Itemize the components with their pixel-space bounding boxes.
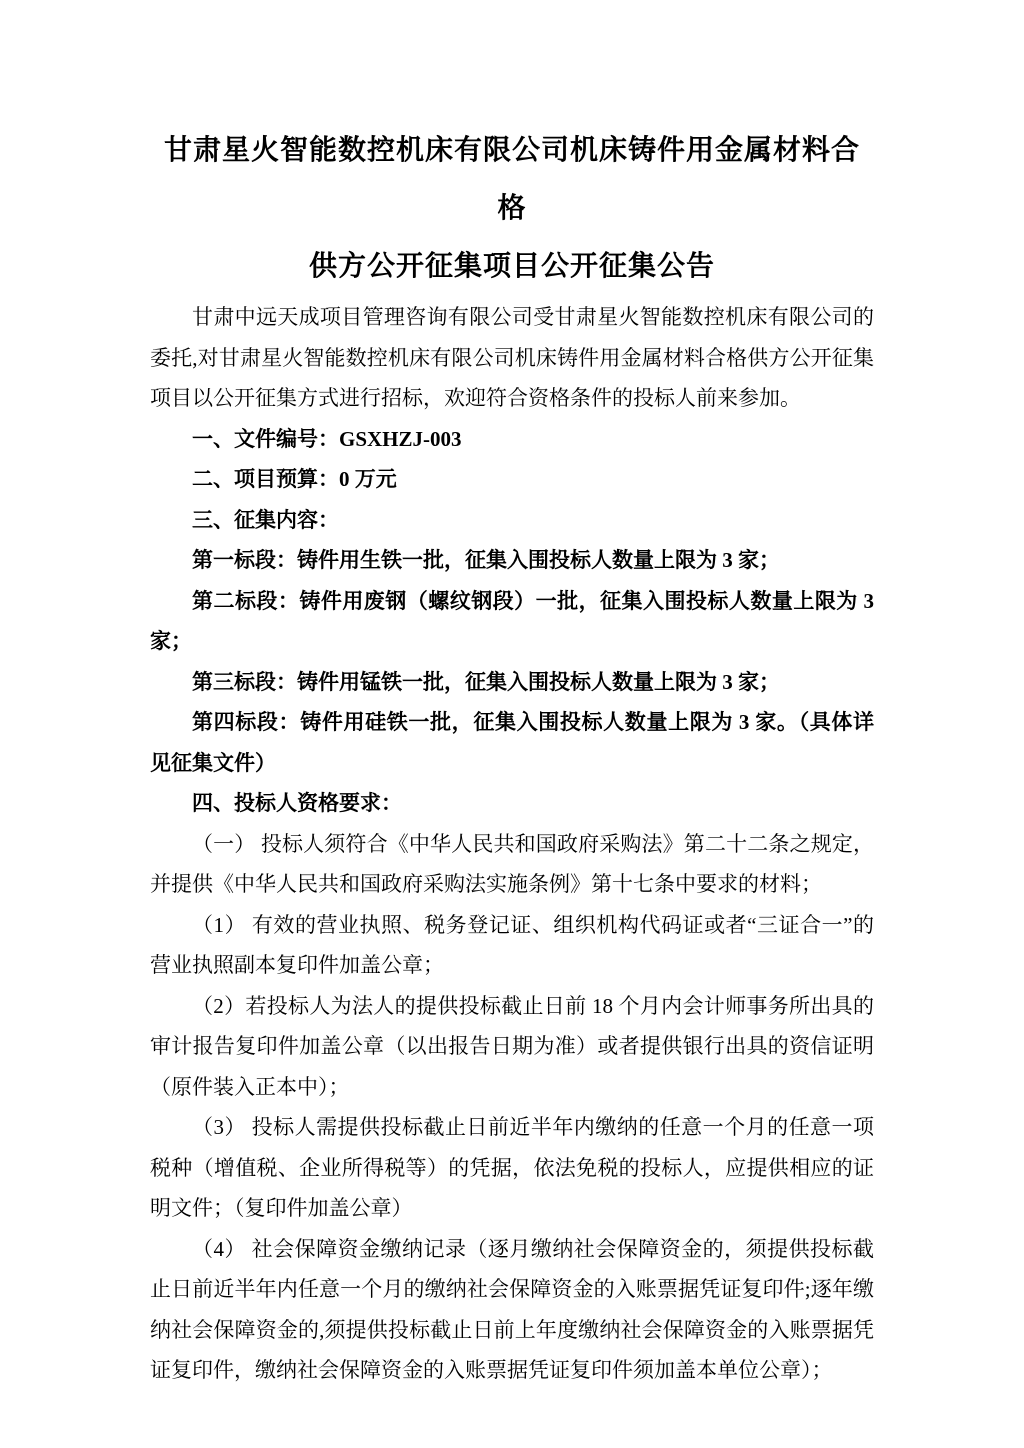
lot-3-item: 第三标段：铸件用锰铁一批，征集入围投标人数量上限为 3 家； bbox=[192, 669, 780, 694]
qualification-item-4: （4） 社会保障资金缴纳记录（逐月缴纳社会保障资金的，须提供投标截止日前近半年内任意一个月的缴纳社会保障资金的入账票据凭证复印件;逐年缴纳社会保障资金的,须提供投标截止日前上年度缴纳社会保障资金的入账票据凭证复印件，缴纳社会保障资金的入账票据凭证复印件须加盖本单位公章）； bbox=[150, 1236, 874, 1382]
qualification-item-2: （2）若投标人为法人的提供投标截止日前 18 个月内会计师事务所出具的审计报告复印件加盖公章（以出报告日期为准）或者提供银行出具的资信证明（原件装入正本中）； bbox=[150, 993, 874, 1099]
section-project-budget: 二、项目预算：0 万元 bbox=[192, 467, 397, 491]
lot-1-item: 第一标段：铸件用生铁一批，征集入围投标人数量上限为 3 家； bbox=[192, 548, 780, 572]
document-body bbox=[150, 297, 874, 1391]
intro-paragraph: 甘肃中远天成项目管理咨询有限公司受甘肃星火智能数控机床有限公司的委托,对甘肃星火智能数控机床有限公司机床铸件用金属材料合格供方公开征集项目以公开征集方式进行招标，欢迎符合资格条件的投标人前来参加。 bbox=[150, 305, 874, 410]
section-file-number: 一、文件编号：GSXHZJ-003 bbox=[192, 426, 462, 451]
lot-4-item: 第四标段：铸件用硅铁一批，征集入围投标人数量上限为 3 家。（具体详见征集文件） bbox=[150, 710, 874, 775]
lot-2-item: 第二标段：铸件用废钢（螺纹钢段）一批，征集入围投标人数量上限为 3 家； bbox=[150, 588, 874, 653]
section-solicitation-content: 三、征集内容： bbox=[192, 507, 339, 532]
title-line-2: 供方公开征集项目公开征集公告 bbox=[308, 251, 715, 282]
qualification-requirement-1: （一） 投标人须符合《中华人民共和国政府采购法》第二十二条之规定，并提供《中华人民共和国政府采购法实施条例》第十七条中要求的材料； bbox=[150, 831, 874, 896]
qualification-item-1: （1） 有效的营业执照、税务登记证、组织机构代码证或者“三证合一”的营业执照副本复印件加盖公章； bbox=[150, 912, 874, 977]
document-title bbox=[150, 122, 874, 296]
title-line-1: 甘肃星火智能数控机床有限公司机床铸件用金属材料合格 bbox=[163, 135, 860, 224]
qualification-item-3: （3） 投标人需提供投标截止日前近半年内缴纳的任意一个月的任意一项税种（增值税、企业所得税等）的凭据，依法免税的投标人，应提供相应的证明文件；（复印件加盖公章） bbox=[150, 1115, 874, 1220]
section-bidder-qualifications: 四、投标人资格要求： bbox=[192, 791, 402, 815]
